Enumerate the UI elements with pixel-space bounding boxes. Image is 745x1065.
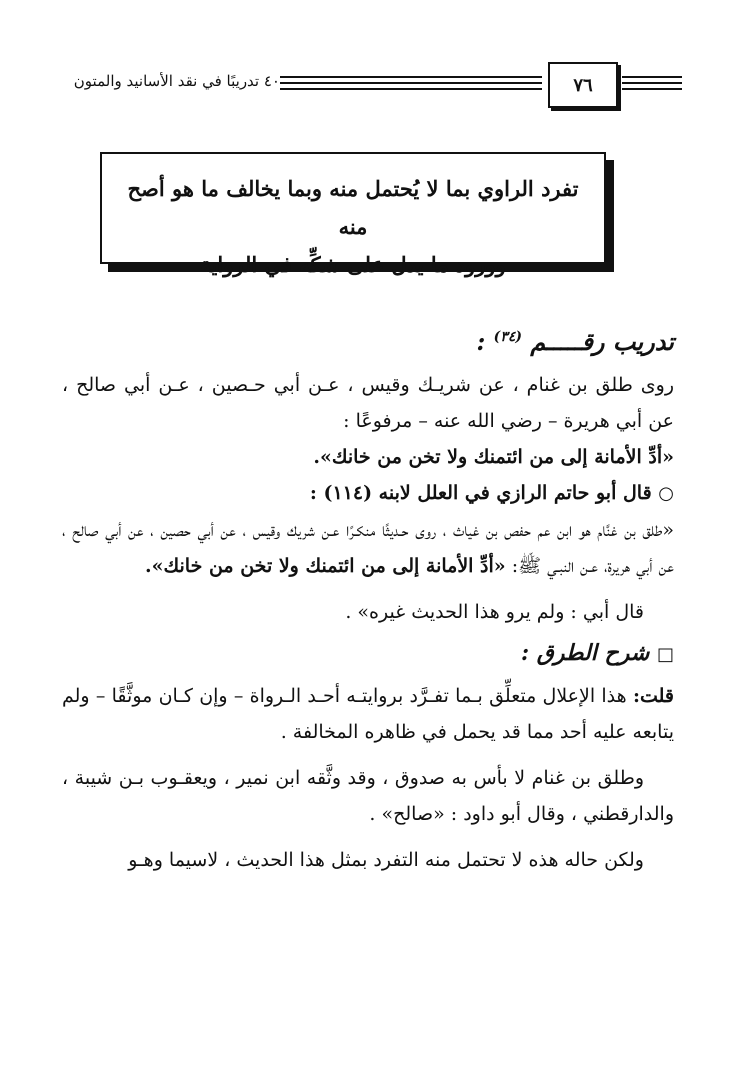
paragraph-continuation: ولكن حاله هذه لا تحتمل منه التفرد بمثل هذا الحديث ، لاسيما وهـو bbox=[128, 849, 644, 871]
qultu-label: قلت: bbox=[632, 685, 674, 707]
training-colon: : bbox=[476, 327, 486, 356]
training-label: تدريب رقـــــم bbox=[530, 327, 674, 356]
commentary-text: هذا الإعلال متعلِّق بـما تفـرَّد بروايتـه أحـد الـرواة – وإن كـان موثَّقًا – ولم يتابعه عليه أحد مما قد يحمل في ظاهره المخالفة . bbox=[62, 685, 674, 743]
page-number: ٧٦ bbox=[548, 62, 618, 108]
header-rule-right bbox=[622, 76, 682, 94]
page-body bbox=[62, 312, 674, 878]
paragraph-narration: روى طلق بن غنام ، عن شريـك وقيس ، عـن أبي حـصين ، عـن أبي صالح ، عن أبي هريرة – رضي الله عنه – مرفوعًا : bbox=[62, 374, 674, 432]
page-header bbox=[60, 62, 680, 114]
training-heading bbox=[62, 312, 674, 367]
header-rule-middle bbox=[280, 76, 542, 94]
paragraph-commentary bbox=[62, 678, 674, 750]
quote-hadith: «أدِّ الأمانة إلى من ائتمنك ولا تخن من خانك». bbox=[145, 555, 506, 577]
abu-hatim-text: قال أبو حاتم الرازي في العلل لابنه (١١٤) : bbox=[309, 482, 652, 504]
abu-hatim-heading bbox=[62, 475, 674, 512]
hadith-text: «أدِّ الأمانة إلى من ائتمنك ولا تخن من خانك». bbox=[313, 446, 674, 468]
sharh-heading bbox=[62, 630, 674, 678]
chapter-title-box bbox=[100, 152, 606, 277]
chapter-title-line2: وورود ما يدل على شكِّه في الرواية bbox=[200, 252, 506, 277]
circle-bullet-icon: ○ bbox=[658, 483, 674, 504]
sharh-title: شرح الطرق : bbox=[521, 640, 650, 666]
paragraph-abu-hatim-note: قال أبي : ولم يرو هذا الحديث غيره» . bbox=[345, 601, 644, 623]
chapter-title-line1: تفرد الراوي بما لا يُحتمل منه وبما يخالف ما هو أصح منه bbox=[127, 176, 579, 239]
book-title: ٤٠ تدريبًا في نقد الأسانيد والمتون bbox=[73, 72, 280, 90]
paragraph-abu-hatim-quote bbox=[62, 512, 674, 584]
quote-part-a: «طلق بن غنَّام هو ابن عم حفص بن غياث ، روى حـديثًا منكـرًا عـن شريك وقيس ، عن أبي حصين ، عن أبي صالح ، عن أبي هريرة، عـن النبـي ﷺ: bbox=[62, 519, 674, 577]
square-bullet-icon: □ bbox=[656, 644, 674, 665]
paragraph-talq-status: وطلق بن غنام لا بأس به صدوق ، وقد وثَّقه ابن نمير ، ويعقـوب بـن شيبة ، والدارقطني ، وقال أبو داود : «صالح» . bbox=[62, 767, 674, 825]
training-number: (٣٤) bbox=[493, 329, 522, 345]
